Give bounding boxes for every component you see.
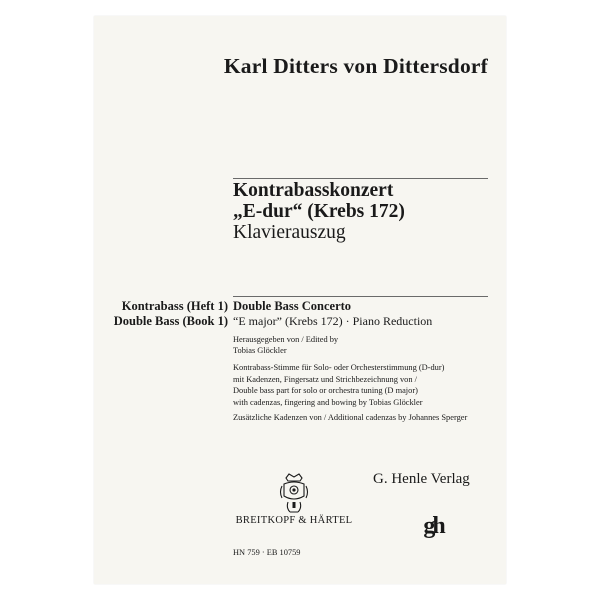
editor-label: Herausgegeben von / Edited by bbox=[233, 334, 339, 344]
breitkopf-haertel-name: BREITKOPF & HÄRTEL bbox=[235, 515, 353, 526]
bear-crest-logo-icon bbox=[276, 472, 312, 514]
cadenzas-note: Zusätzliche Kadenzen von / Additional cadenzas by Johannes Sperger bbox=[233, 412, 468, 422]
part-note-line: mit Kadenzen, Fingersatz und Strichbezeichnung von / bbox=[233, 374, 417, 384]
title-key: „E-dur“ (Krebs 172) bbox=[233, 201, 405, 222]
details-top-rule bbox=[233, 296, 488, 297]
english-title: Double Bass Concerto bbox=[233, 299, 352, 313]
editor-name: Tobias Glöckler bbox=[233, 345, 287, 355]
instrument-label bbox=[104, 299, 228, 328]
title-german: Kontrabasskonzert bbox=[233, 180, 394, 201]
instrument-german: Kontrabass (Heft 1) bbox=[121, 299, 228, 313]
catalog-number: HN 759 · EB 10759 bbox=[233, 548, 301, 557]
part-note-line: Double bass part for solo or orchestra tuning (D major) bbox=[233, 386, 418, 396]
part-note-line: Kontrabass-Stimme für Solo- oder Orchesterstimmung (D-dur) bbox=[233, 363, 445, 373]
instrument-english: Double Bass (Book 1) bbox=[113, 313, 228, 328]
composer-name: Karl Ditters von Dittersdorf bbox=[223, 54, 488, 78]
title-block bbox=[233, 180, 493, 243]
details-block bbox=[233, 299, 503, 423]
english-subtitle: “E major” (Krebs 172) · Piano Reduction bbox=[233, 313, 433, 328]
part-note-line: with cadenzas, fingering and bowing by Tobias Glöckler bbox=[233, 397, 423, 407]
henle-logo-text: gh bbox=[423, 513, 443, 539]
henle-publisher-name: G. Henle Verlag bbox=[373, 471, 470, 487]
title-top-rule bbox=[233, 178, 488, 179]
henle-gh-logo-icon bbox=[420, 509, 446, 543]
title-reduction: Klavierauszug bbox=[233, 222, 346, 243]
